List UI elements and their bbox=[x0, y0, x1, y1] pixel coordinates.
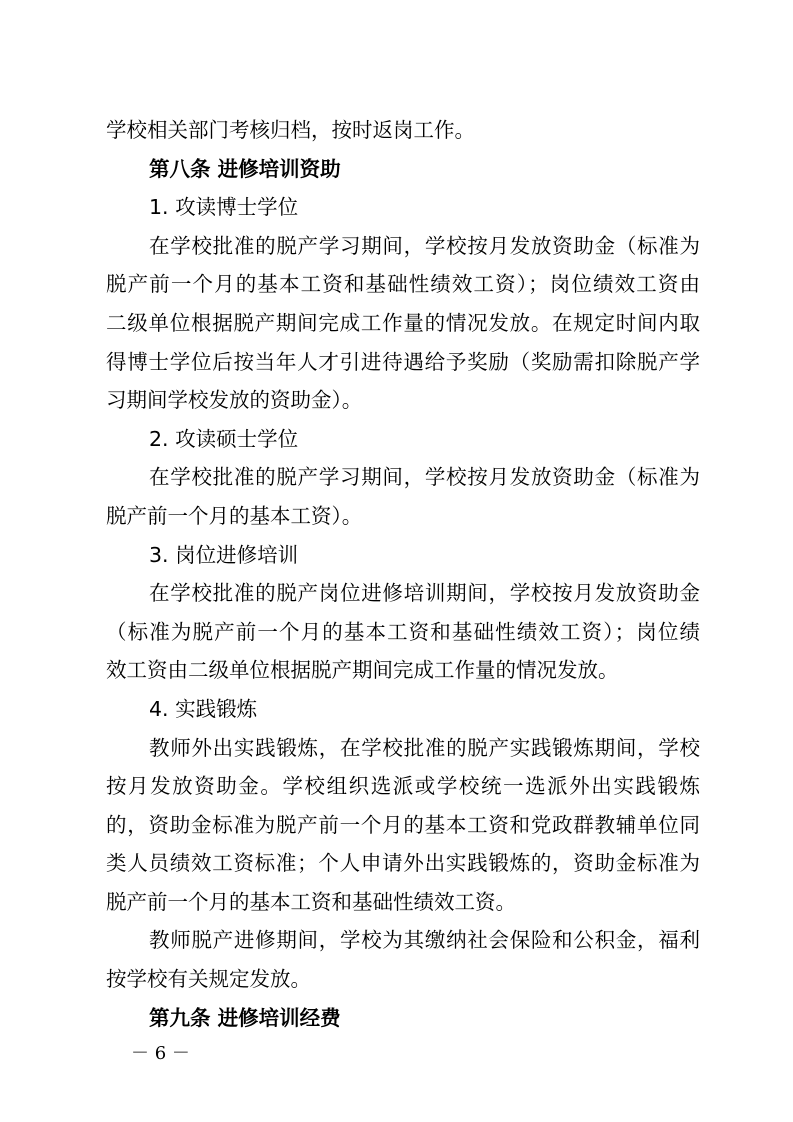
paragraph-line: 二级单位根据脱产期间完成工作量的情况发放。在规定时间内取 bbox=[106, 310, 700, 335]
paragraph-line: 类人员绩效工资标准；个人申请外出实践锻炼的，资助金标准为 bbox=[106, 851, 700, 876]
paragraph-first-line: 教师外出实践锻炼，在学校批准的脱产实践锻炼期间，学校 bbox=[149, 735, 700, 760]
item-heading: 2. 攻读硕士学位 bbox=[149, 426, 299, 451]
paragraph-last-line: 按学校有关规定发放。 bbox=[106, 967, 311, 992]
paragraph-line: 得博士学位后按当年人才引进待遇给予奖励（奖励需扣除脱产学 bbox=[106, 349, 700, 374]
paragraph-last-line: 学校相关部门考核归档，按时返岗工作。 bbox=[106, 118, 475, 142]
paragraph-line: 脱产前一个月的基本工资和基础性绩效工资）；岗位绩效工资由 bbox=[106, 272, 700, 297]
paragraph-first-line: 在学校批准的脱产岗位进修培训期间，学校按月发放资助金 bbox=[149, 581, 700, 606]
paragraph-last-line: 脱产前一个月的基本工资）。 bbox=[106, 503, 363, 528]
paragraph-first-line: 教师脱产进修期间，学校为其缴纳社会保险和公积金，福利 bbox=[149, 928, 700, 953]
paragraph-last-line: 脱产前一个月的基本工资和基础性绩效工资。 bbox=[106, 889, 516, 914]
paragraph-line: 的，资助金标准为脱产前一个月的基本工资和党政群教辅单位同 bbox=[106, 812, 700, 837]
paragraph-first-line: 在学校批准的脱产学习期间，学校按月发放资助金（标准为 bbox=[149, 233, 700, 258]
article-heading: 第八条 进修培训资助 bbox=[149, 156, 341, 181]
article-heading: 第九条 进修培训经费 bbox=[149, 1005, 341, 1030]
paragraph-line: （标准为脱产前一个月的基本工资和基础性绩效工资）；岗位绩 bbox=[106, 619, 700, 644]
paragraph-line: 按月发放资助金。学校组织选派或学校统一选派外出实践锻炼 bbox=[106, 774, 700, 799]
item-heading: 3. 岗位进修培训 bbox=[149, 542, 299, 567]
item-heading: 4. 实践锻炼 bbox=[149, 696, 258, 721]
paragraph-last-line: 习期间学校发放的资助金）。 bbox=[106, 388, 363, 413]
page-number: － 6 － bbox=[131, 1043, 190, 1064]
document-body bbox=[106, 111, 700, 1037]
paragraph-last-line: 效工资由二级单位根据脱产期间完成工作量的情况发放。 bbox=[106, 658, 619, 683]
paragraph-first-line: 在学校批准的脱产学习期间，学校按月发放资助金（标准为 bbox=[149, 465, 700, 490]
item-heading: 1. 攻读博士学位 bbox=[149, 195, 299, 220]
